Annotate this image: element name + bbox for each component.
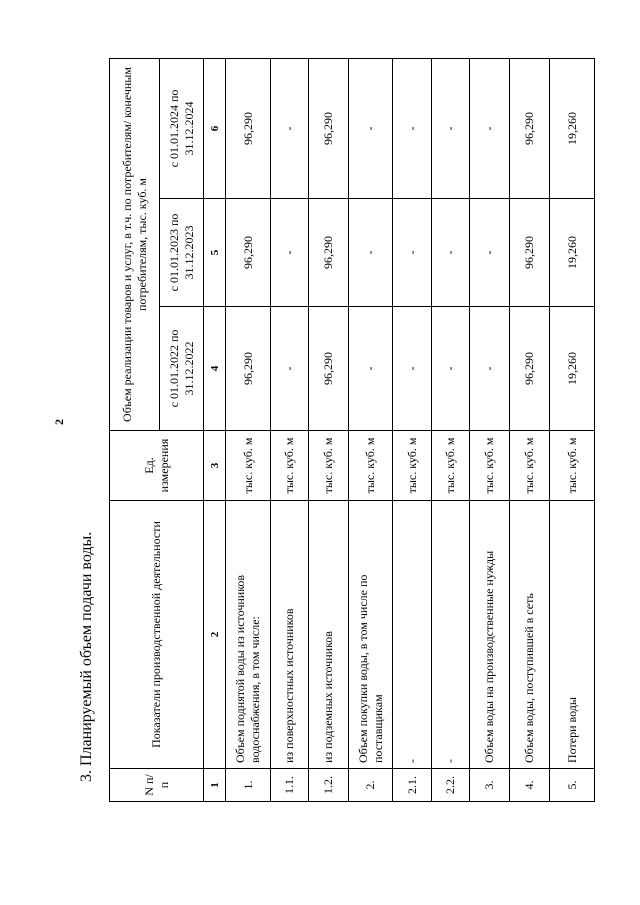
row-value-2024: - (271, 58, 309, 198)
row-unit: тыс. куб. м (309, 431, 349, 501)
row-value-2023: - (271, 199, 309, 307)
water-supply-table (109, 58, 595, 802)
page-number: 2 (52, 419, 66, 425)
row-value-2024: - (470, 58, 510, 198)
row-value-2024: 96,290 (226, 58, 271, 198)
row-value-2024: - (393, 58, 432, 198)
header-indicator: Показатели производственной деятельности (110, 501, 204, 769)
row-indicator: Потери воды (550, 501, 595, 769)
row-unit: тыс. куб. м (349, 431, 393, 501)
column-number: 1 (204, 769, 226, 802)
row-value-2022: - (393, 307, 432, 431)
header-period-2023: с 01.01.2023 по 31.12.2023 (160, 199, 204, 307)
header-period-2024: с 01.01.2024 по 31.12.2024 (160, 58, 204, 198)
row-value-2023: - (432, 199, 470, 307)
row-value-2022: - (470, 307, 510, 431)
row-num: 5. (550, 769, 595, 802)
column-number: 5 (204, 199, 226, 307)
column-number: 6 (204, 58, 226, 198)
row-value-2023: - (393, 199, 432, 307)
row-indicator: Объем воды, поступившей в сеть (510, 501, 550, 769)
row-num: 4. (510, 769, 550, 802)
row-unit: тыс. куб. м (550, 431, 595, 501)
table-header-row (110, 58, 160, 801)
column-number: 3 (204, 431, 226, 501)
column-number: 2 (204, 501, 226, 769)
row-unit: тыс. куб. м (510, 431, 550, 501)
row-value-2023: 19,260 (550, 199, 595, 307)
row-indicator: Объем воды на производственные нужды (470, 501, 510, 769)
row-indicator: Объем покупки воды, в том числе по поставщикам (349, 501, 393, 769)
row-value-2022: 96,290 (510, 307, 550, 431)
header-volume-group: Объем реализации товаров и услуг, в т.ч. по потребителям/ конечным потребителям, тыс. куб. м (110, 58, 160, 430)
header-num: N п/п (110, 769, 204, 802)
row-unit: тыс. куб. м (432, 431, 470, 501)
row-value-2024: 96,290 (510, 58, 550, 198)
row-value-2022: - (349, 307, 393, 431)
row-num: 2.1. (393, 769, 432, 802)
header-period-2022: с 01.01.2022 по 31.12.2022 (160, 307, 204, 431)
row-value-2023: 96,290 (309, 199, 349, 307)
row-value-2022: 96,290 (309, 307, 349, 431)
row-value-2024: - (349, 58, 393, 198)
table-row (226, 58, 271, 801)
table-row (309, 58, 349, 801)
row-num: 1. (226, 769, 271, 802)
row-unit: тыс. куб. м (226, 431, 271, 501)
row-indicator: Объем поднятой воды из источников водоснабжения, в том числе: (226, 501, 271, 769)
column-number: 4 (204, 307, 226, 431)
row-num: 3. (470, 769, 510, 802)
row-value-2022: - (432, 307, 470, 431)
row-value-2024: - (432, 58, 470, 198)
row-value-2023: - (349, 199, 393, 307)
table-row (550, 58, 595, 801)
table-row (470, 58, 510, 801)
table-row (349, 58, 393, 801)
row-value-2023: 96,290 (510, 199, 550, 307)
row-value-2023: - (470, 199, 510, 307)
row-value-2024: 19,260 (550, 58, 595, 198)
row-value-2022: 19,260 (550, 307, 595, 431)
table-row (432, 58, 470, 801)
table-row (393, 58, 432, 801)
row-indicator: - (393, 501, 432, 769)
row-num: 2. (349, 769, 393, 802)
rotated-table-wrapper (109, 59, 594, 802)
column-number-row (204, 58, 226, 801)
row-indicator: - (432, 501, 470, 769)
row-value-2022: - (271, 307, 309, 431)
table-row (510, 58, 550, 801)
row-value-2023: 96,290 (226, 199, 271, 307)
header-unit: Ед. измерения (110, 431, 204, 501)
row-unit: тыс. куб. м (470, 431, 510, 501)
row-num: 1.1. (271, 769, 309, 802)
row-indicator: из поверхностных источников (271, 501, 309, 769)
row-value-2022: 96,290 (226, 307, 271, 431)
row-num: 1.2. (309, 769, 349, 802)
row-indicator: из подземных источников (309, 501, 349, 769)
row-unit: тыс. куб. м (393, 431, 432, 501)
row-num: 2.2. (432, 769, 470, 802)
row-value-2024: 96,290 (309, 58, 349, 198)
section-heading: 3. Планируемый объем подачи воды. (78, 531, 95, 782)
row-unit: тыс. куб. м (271, 431, 309, 501)
table-row (271, 58, 309, 801)
